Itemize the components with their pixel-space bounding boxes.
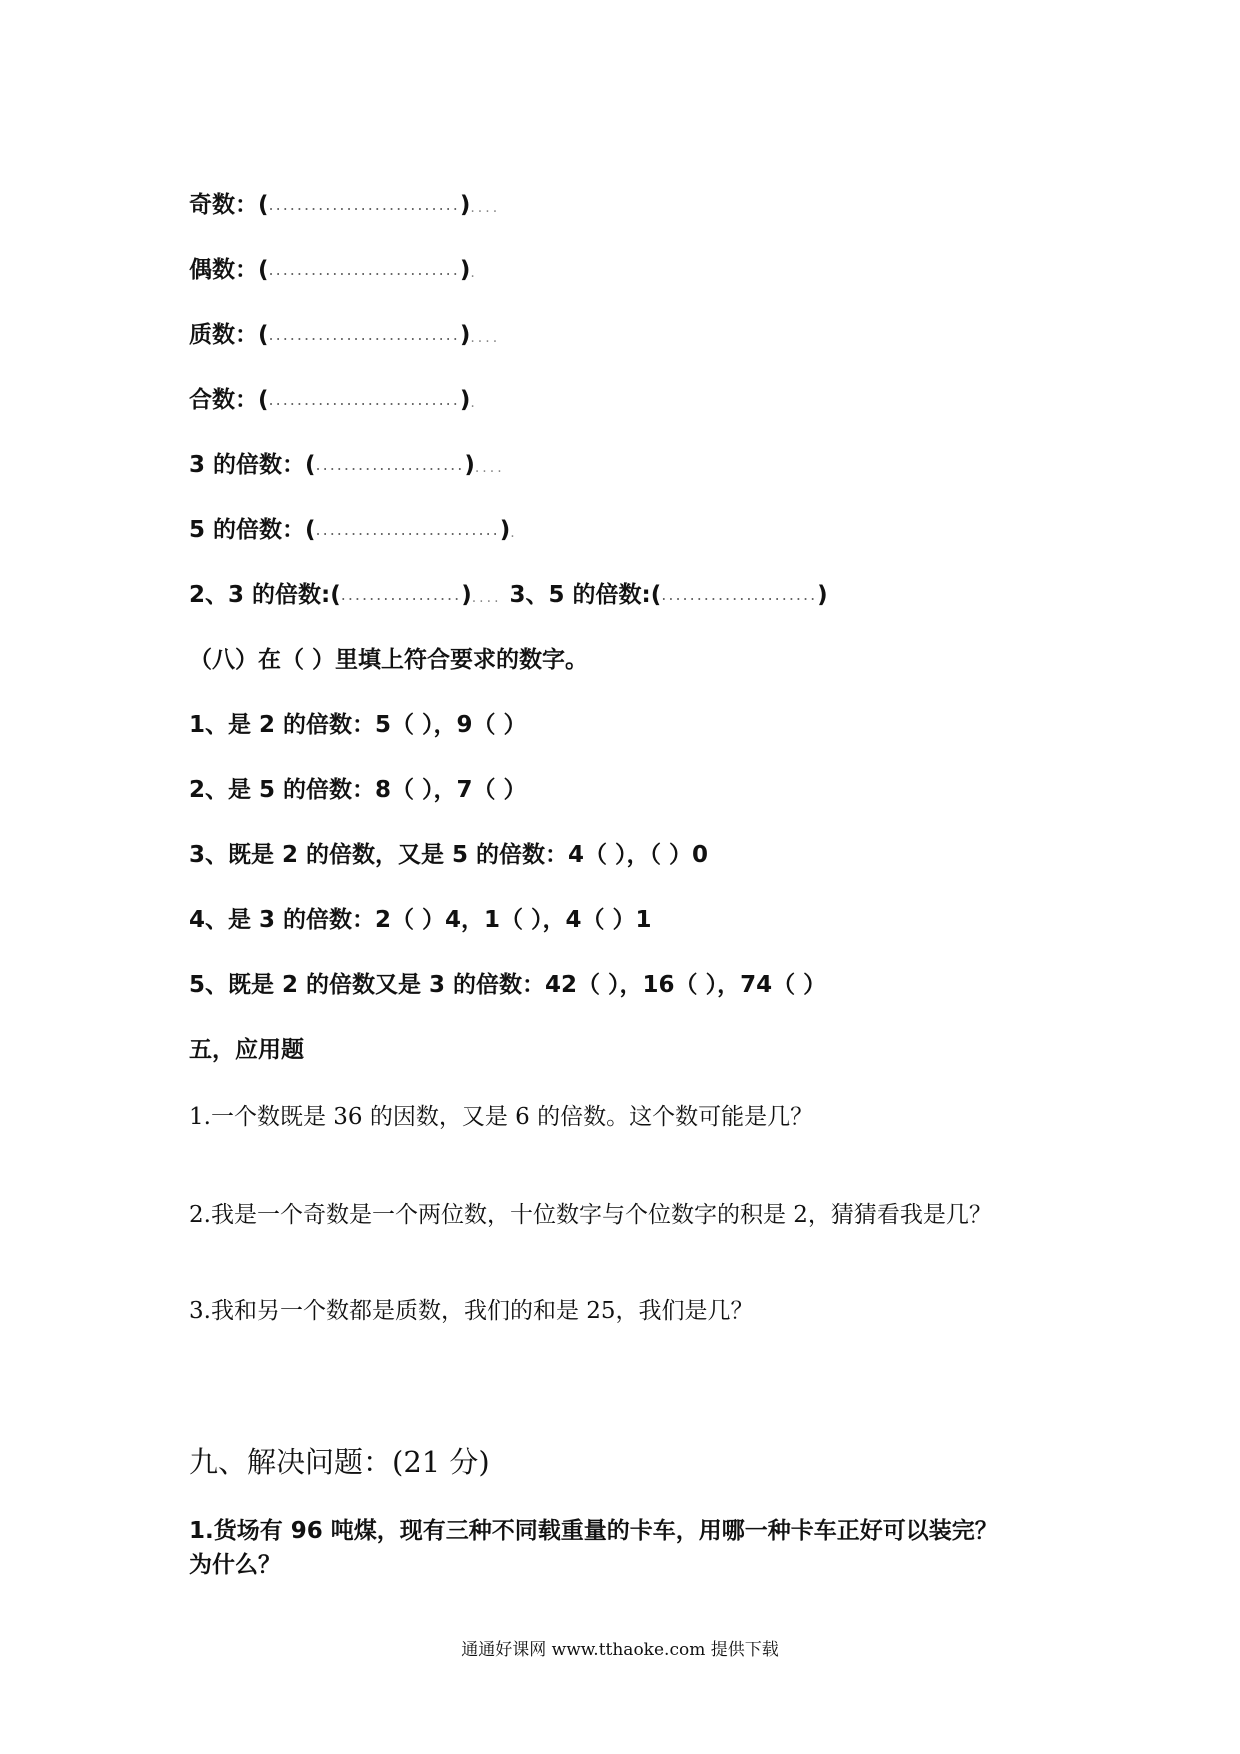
multiples-of-5-row: 5 的倍数：(..........................). — [189, 517, 518, 543]
dots-decoration: .... — [471, 590, 502, 606]
dots-decoration: . — [510, 525, 518, 541]
application-question-3: 3.我和另一个数都是质数，我们的和是 25，我们是几？ — [189, 1298, 754, 1324]
fill-digit-item-3[interactable]: 3、既是 2 的倍数，又是 5 的倍数：4（ ），（ ）0 — [189, 842, 709, 868]
even-numbers-label: 偶数：( — [189, 257, 269, 283]
application-question-1: 1.一个数既是 36 的因数，又是 6 的倍数。这个数可能是几？ — [189, 1104, 814, 1130]
prime-numbers-blank[interactable]: ........................... — [268, 325, 460, 344]
fill-digit-item-1[interactable]: 1、是 2 的倍数：5（ ），9（ ） — [189, 712, 527, 738]
problem-1-line-1: 1.货场有 96 吨煤，现有三种不同载重量的卡车，用哪一种卡车正好可以装完？ — [189, 1518, 998, 1544]
section-9-heading: 九、解决问题：(21 分) — [189, 1445, 490, 1479]
multiples-of-3-5-blank[interactable]: ...................... — [661, 585, 818, 604]
footer-source: 通通好课网 www.tthaoke.com 提供下载 — [461, 1640, 779, 1660]
fill-digit-item-4[interactable]: 4、是 3 的倍数：2（ ）4，1（ ），4（ ）1 — [189, 907, 652, 933]
prime-numbers-label: 质数：( — [189, 322, 269, 348]
dots-decoration: .... — [474, 460, 505, 476]
even-numbers-row: 偶数：(...........................). — [189, 257, 478, 283]
fill-digit-item-2[interactable]: 2、是 5 的倍数：8（ ），7（ ） — [189, 777, 527, 803]
section-8-heading: （八）在（ ）里填上符合要求的数字。 — [189, 647, 589, 673]
dots-decoration: . — [470, 265, 478, 281]
dots-decoration: .... — [470, 200, 501, 216]
multiples-of-3-row: 3 的倍数：(.....................).... — [189, 452, 505, 478]
composite-numbers-blank[interactable]: ........................... — [268, 390, 460, 409]
composite-numbers-label: 合数：( — [189, 387, 269, 413]
multiples-of-2-3-label: 2、3 的倍数:( — [189, 582, 341, 608]
odd-numbers-row: 奇数：(...........................).... — [189, 192, 501, 218]
odd-numbers-blank[interactable]: ........................... — [268, 195, 460, 214]
section-5-heading: 五，应用题 — [189, 1037, 304, 1063]
problem-1-line-2: 为什么？ — [189, 1552, 281, 1578]
multiples-of-5-label: 5 的倍数：( — [189, 517, 316, 543]
even-numbers-blank[interactable]: ........................... — [268, 260, 460, 279]
multiples-of-3-blank[interactable]: ..................... — [315, 455, 465, 474]
composite-numbers-row: 合数：(...........................). — [189, 387, 478, 413]
dots-decoration: . — [470, 395, 478, 411]
common-multiples-row: 2、3 的倍数:(.................).... 3、5 的倍数:(......................) — [189, 582, 828, 608]
odd-numbers-label: 奇数：( — [189, 192, 269, 218]
application-question-2: 2.我是一个奇数是一个两位数，十位数字与个位数字的积是 2，猜猜看我是几？ — [189, 1202, 992, 1228]
multiples-of-5-blank[interactable]: .......................... — [315, 520, 500, 539]
multiples-of-3-label: 3 的倍数：( — [189, 452, 316, 478]
fill-digit-item-5[interactable]: 5、既是 2 的倍数又是 3 的倍数：42（ ），16（ ），74（ ） — [189, 972, 827, 998]
prime-numbers-row: 质数：(...........................).... — [189, 322, 501, 348]
multiples-of-3-5-label: 3、5 的倍数:( — [509, 582, 662, 608]
dots-decoration: .... — [470, 330, 501, 346]
multiples-of-2-3-blank[interactable]: ................. — [340, 585, 462, 604]
